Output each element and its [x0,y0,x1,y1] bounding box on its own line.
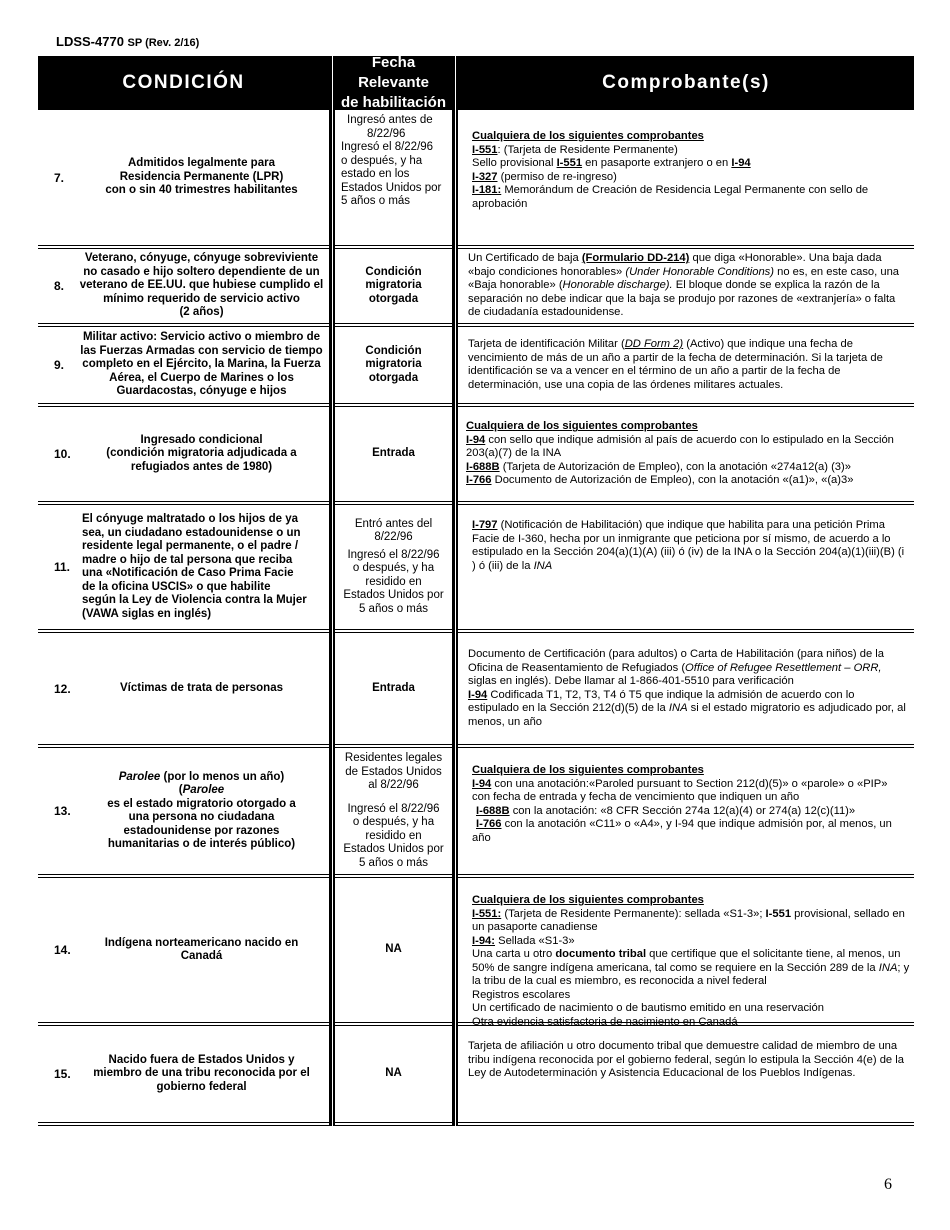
comp-paragraph [468,648,908,689]
cond-line: (VAWA siglas en inglés) [82,607,212,620]
header-fecha [335,56,452,110]
row-comprobantes [458,249,914,327]
fecha-line: Entrada [372,681,415,694]
comp-text: con una anotación:«Paroled pursuant to Section 212(d)(5)» o «parole» o «PIP» con fecha de entrada y fecha de vencimiento que indiquen un año [472,777,888,803]
comp-line [472,144,908,158]
fecha-line: o después, y ha [352,816,435,828]
cond-line: residente legal permanente, o el padre / [82,540,299,552]
cond-line: según la Ley de Violencia contra la Mujer [82,594,307,606]
fecha-line: otorgada [368,292,419,305]
row-number: 10. [38,407,74,505]
comp-text: (Tarjeta de Residente Permanente): sellada «S1-3»; [501,907,766,920]
header-fecha-line-2: de habilitación [340,94,446,111]
fecha-line: Condición [365,265,422,278]
row-fecha [335,407,452,505]
form-id-revision: SP (Rev. 2/16) [127,37,200,49]
row-fecha [335,878,452,1026]
row-fecha [335,249,452,327]
header-comprobantes: Comprobante(s) [458,56,914,110]
cond-line: refugiados antes de 1980) [130,460,273,473]
comp-paragraph [472,519,908,573]
cond-line: Militar activo: Servicio activo o miembro de [82,331,321,344]
comp-text: con la anotación: «8 CFR Sección 274a 12(a)(4) or 274(a) 12(c)(11)» [509,804,856,817]
doc-code: I-181: [472,184,502,196]
fecha-line: Ingresó el 8/22/96 [347,802,440,815]
comp-line: Registros escolares [472,988,571,1001]
doc-code: I-551 [556,157,583,169]
cond-line: Víctimas de trata de personas [120,681,283,694]
fecha-line: Estados Unidos por [343,843,444,855]
comp-text: (Notificación de Habilitación) que indique que habilita para una petición Prima Facie de I-360, hecha por un inmigrante que peticiona por sí mismo, de acuerdo a lo estipulado en la Sección 204(a)(1)(A) (iii) ó (iv) de la INA o la Sección 204(a)(1)(iii)(B) (i ) ó (iii) de la [472,519,905,572]
comp-text: INA [668,702,688,714]
comp-text: si el estado migratorio es adjudicado por, al menos, un año [468,702,906,728]
comp-line [472,908,912,935]
doc-code: I-551: [472,907,502,920]
row-fecha [335,110,452,249]
comp-line [472,818,908,845]
fecha-line: Ingresó el 8/22/96 [341,141,434,153]
comp-text: con la anotación «C11» o «A4», y I-94 que indique admisión por, al menos, un año [472,818,892,844]
comp-text: que certifique que el solicitante tiene, al menos, un 50% de sangre indígena americana, tal como se requiere en la Sección 289 de la [472,948,901,974]
cond-line: Guardacostas, cónyuge e hijos [116,385,287,398]
row-number: 13. [38,748,74,878]
comp-paragraph: Tarjeta de afiliación u otro documento tribal que demuestre calidad de miembro de una tribu indígena reconocida por el gobierno federal, según lo estipula la Sección 4(e) de la Ley de Autodeterminación y Asistencia Educacional de los Pueblos Indígenas. [468,1040,904,1079]
fecha-line: al 8/22/96 [368,779,419,791]
row-condition [74,327,329,407]
comp-text: (Under Honorable Conditions) [625,265,774,278]
comp-line [472,778,908,805]
fecha-line: o después, y ha [341,154,423,167]
cond-line: con o sin 40 trimestres habilitantes [105,184,298,197]
row-fecha [335,1026,452,1126]
doc-code: I-94 [468,688,488,701]
doc-code: DD Form 2) [624,338,684,350]
comp-text: Documento de Autorización de Empleo), con la anotación «(a1)», «(a)3» [491,474,854,487]
row-comprobantes [458,505,914,633]
page-number: 6 [884,1176,892,1193]
doc-code: I-797 [472,519,498,531]
comp-text: Una carta u otro [472,948,556,960]
doc-code: I-327 [472,170,498,183]
comp-line [472,157,908,171]
row-condition [74,633,329,748]
cond-line: (condición migratoria adjudicada a [106,447,297,460]
cond-line: una «Notificación de Caso Prima Facie [82,567,294,579]
comp-heading: Cualquiera de los siguientes comprobantes [472,130,704,142]
comp-text: Documento de Certificación (para adultos) o Carta de Habilitación (para niños) de la Oficina de Reasentamiento de Refugiados ( [468,648,885,674]
comp-line: aprobación [472,197,528,210]
row-condition [74,110,329,249]
comp-text: Memorándum de Creación de Residencia Legal Permanente con sello de [501,184,869,196]
fecha-line: o después, y ha [352,562,435,575]
comp-line [472,935,912,949]
row-number: 9. [38,327,74,407]
comp-paragraph [468,252,908,320]
comp-text: (Activo) que indique una fecha de vencimiento de más de un año a partir de la fecha de determinación. Si la tarjeta de identificación se va a vencer en el término de un año a partir de la fecha de determinación, use una copia de las órdenes militares actuales. [468,338,883,391]
doc-code: I-766 [476,818,502,830]
comp-text: provisional, sellado en un pasaporte canadiense [472,907,905,933]
row-condition [74,407,329,505]
doc-code: I-688B [466,460,500,473]
cond-line: mínimo requerido de servicio activo [103,292,300,305]
row-fecha [335,505,452,633]
row-condition [74,249,329,327]
comp-paragraph [468,689,908,730]
header-fecha-line-1: Fecha Relevante [358,54,429,91]
comp-text: no es, en este caso, una «Baja honorable» ( [468,265,900,292]
row-comprobantes [458,110,914,249]
row-comprobantes [458,633,914,748]
cond-line: Veterano, cónyuge, cónyuge sobreviviente [84,252,319,265]
doc-code: I-551 [765,907,792,920]
comp-line [466,461,908,475]
comp-text: Tarjeta de identificación Militar ( [468,338,625,350]
row-number: 14. [38,878,74,1026]
row-comprobantes [458,327,914,407]
cond-line: sea, un ciudadano estadounidense o un [82,526,301,539]
comp-text: (permiso de re-ingreso) [497,170,617,183]
row-fecha [335,633,452,748]
row-number: 7. [38,110,74,249]
cond-line: (2 años) [179,306,224,319]
cond-line: no casado e hijo soltero dependiente de un [83,265,320,278]
fecha-line: residido en [365,575,422,588]
cond-line: Nacido fuera de Estados Unidos y [108,1053,295,1066]
row-condition [74,1026,329,1126]
doc-code: I-688B [476,804,510,817]
comp-text: INA [533,559,553,572]
fecha-line: NA [385,1067,402,1080]
fecha-line: migratoria [365,279,422,292]
comp-line [472,184,908,198]
comp-line [472,171,908,185]
comp-text: con sello que indique admisión al país de acuerdo con lo estipulado en la Sección 203(a)(7) de la INA [466,433,894,460]
row-comprobantes [458,407,914,505]
comp-text: ; y la tribu de la cual es miembro, es reconocida a nivel federal [472,961,910,987]
fecha-line: Condición [365,344,422,357]
row-fecha [335,327,452,407]
fecha-line: 8/22/96 [367,127,406,140]
cond-line: miembro de una tribu reconocida por el [93,1067,310,1080]
header-condicion: CONDICIÓN [38,56,329,110]
comp-text: Sello provisional [472,157,557,169]
comp-line [466,474,908,488]
row-condition [74,505,329,633]
cond-line: El cónyuge maltratado o los hijos de ya [82,513,298,525]
cond-line: madre o hijo de tal persona que reciba [82,553,293,566]
fecha-line: otorgada [368,371,419,384]
fecha-line: 5 años o más [358,602,429,615]
fecha-line: 5 años o más [358,856,429,869]
row-number: 11. [38,505,74,633]
row-comprobantes [458,878,914,1026]
fecha-line: Entrada [372,447,415,460]
comp-line [472,948,912,989]
fecha-line: de Estados Unidos [345,765,442,778]
row-condition [74,748,329,878]
comp-text: Office of Refugee Resettlement – ORR, [685,661,882,674]
conditions-table [38,56,914,1142]
cond-line: gobierno federal [156,1080,247,1093]
fecha-line: Estados Unidos por [341,181,442,194]
comp-text: INA [878,961,898,974]
doc-code: I-551 [472,143,498,156]
fecha-line: 5 años o más [341,195,411,207]
fecha-line: Ingresó antes de [347,114,433,126]
cond-line: Admitidos legalmente para [128,157,275,170]
row-number: 8. [38,249,74,327]
cond-line: Ingresado condicional [140,433,263,446]
fecha-line: 8/22/96 [374,531,413,544]
comp-text: documento tribal [555,948,647,960]
doc-code: I-766 [466,474,492,487]
comp-line: Un certificado de nacimiento o de bautismo emitido en una reservación [472,1002,824,1014]
comp-text: Codificada T1, T2, T3, T4 ó T5 que indique la admisión de acuerdo con lo estipulado en la Sección 212(d)(5) de la [468,688,855,714]
fecha-line: Entró antes del [354,517,433,530]
fecha-line: estado en los [341,168,410,180]
row-condition [74,878,329,1026]
fecha-line: residido en [365,829,422,842]
comp-paragraph [468,338,908,392]
row-comprobantes [458,1026,914,1126]
comp-line [472,805,908,819]
cond-line: las Fuerzas Armadas con servicio de tiempo [80,344,323,357]
cond-line: Canadá [180,950,223,962]
comp-text: en pasaporte extranjero o en [582,157,732,169]
fecha-line: Estados Unidos por [343,589,444,602]
doc-code: I-94: [472,934,496,947]
row-number: 12. [38,633,74,748]
form-id [56,34,199,49]
comp-line: Otra evidencia satisfactoria de nacimiento en Canadá [472,1015,738,1028]
fecha-line: migratoria [365,358,422,371]
comp-line [466,434,908,461]
comp-heading: Cualquiera de los siguientes comprobantes [472,764,704,776]
cond-line: veterano de EE.UU. que hubiese cumplido el [79,279,324,292]
cond-line: completo en el Ejército, la Marina, la Fuerza [82,358,321,371]
comp-text: (Tarjeta de Autorización de Empleo), con la anotación «274a12(a) (3)» [499,460,851,473]
doc-code: (Formulario DD-214) [581,252,690,265]
cond-line: Residencia Permanente (LPR) [119,170,284,183]
cond-line: Aérea, el Cuerpo de Marines o los [109,371,294,384]
cond-text: Parolee [182,784,225,796]
cond-line: Indígena norteamericano nacido en [104,936,299,949]
comp-text: El bloque donde se explica la razón de la separación no debe indicar que la baja se produjo por razones de «extranjería» o falta de ciudadanía estadounidense. [468,279,896,319]
comp-text: : (Tarjeta de Residente Permanente) [497,143,678,156]
doc-code: I-94 [472,777,492,790]
doc-code: I-94 [731,157,751,169]
comp-heading: Cualquiera de los siguientes comprobantes [472,894,704,906]
cond-text: Parolee [118,770,161,783]
fecha-line: Residentes legales [344,752,443,764]
row-fecha [335,748,452,878]
doc-code: I-94 [466,433,486,446]
form-id-number: LDSS-4770 [56,34,124,49]
comp-text: Sellada «S1-3» [495,934,575,947]
comp-text: siglas en inglés). Debe llamar al 1-866-401-5510 para verificación [468,675,794,687]
fecha-line: Ingresó el 8/22/96 [347,548,440,561]
comp-text: que diga «Honorable». Una baja dada «bajo condiciones honorables» [468,252,882,278]
cond-text: (por lo menos un año) ( [160,770,285,796]
cond-line: de la oficina USCIS» o que habilite [82,580,271,593]
comp-text: Un Certificado de baja [468,252,582,265]
comp-heading: Cualquiera de los siguientes comprobantes [466,420,698,433]
row-comprobantes [458,748,914,878]
cond-text: es el estado migratorio otorgado a una persona no ciudadana estadounidense por razones humanitarias o de interés público) [107,797,296,850]
row-number: 15. [38,1026,74,1126]
fecha-line: NA [385,943,402,956]
comp-text: Honorable discharge). [562,279,673,292]
